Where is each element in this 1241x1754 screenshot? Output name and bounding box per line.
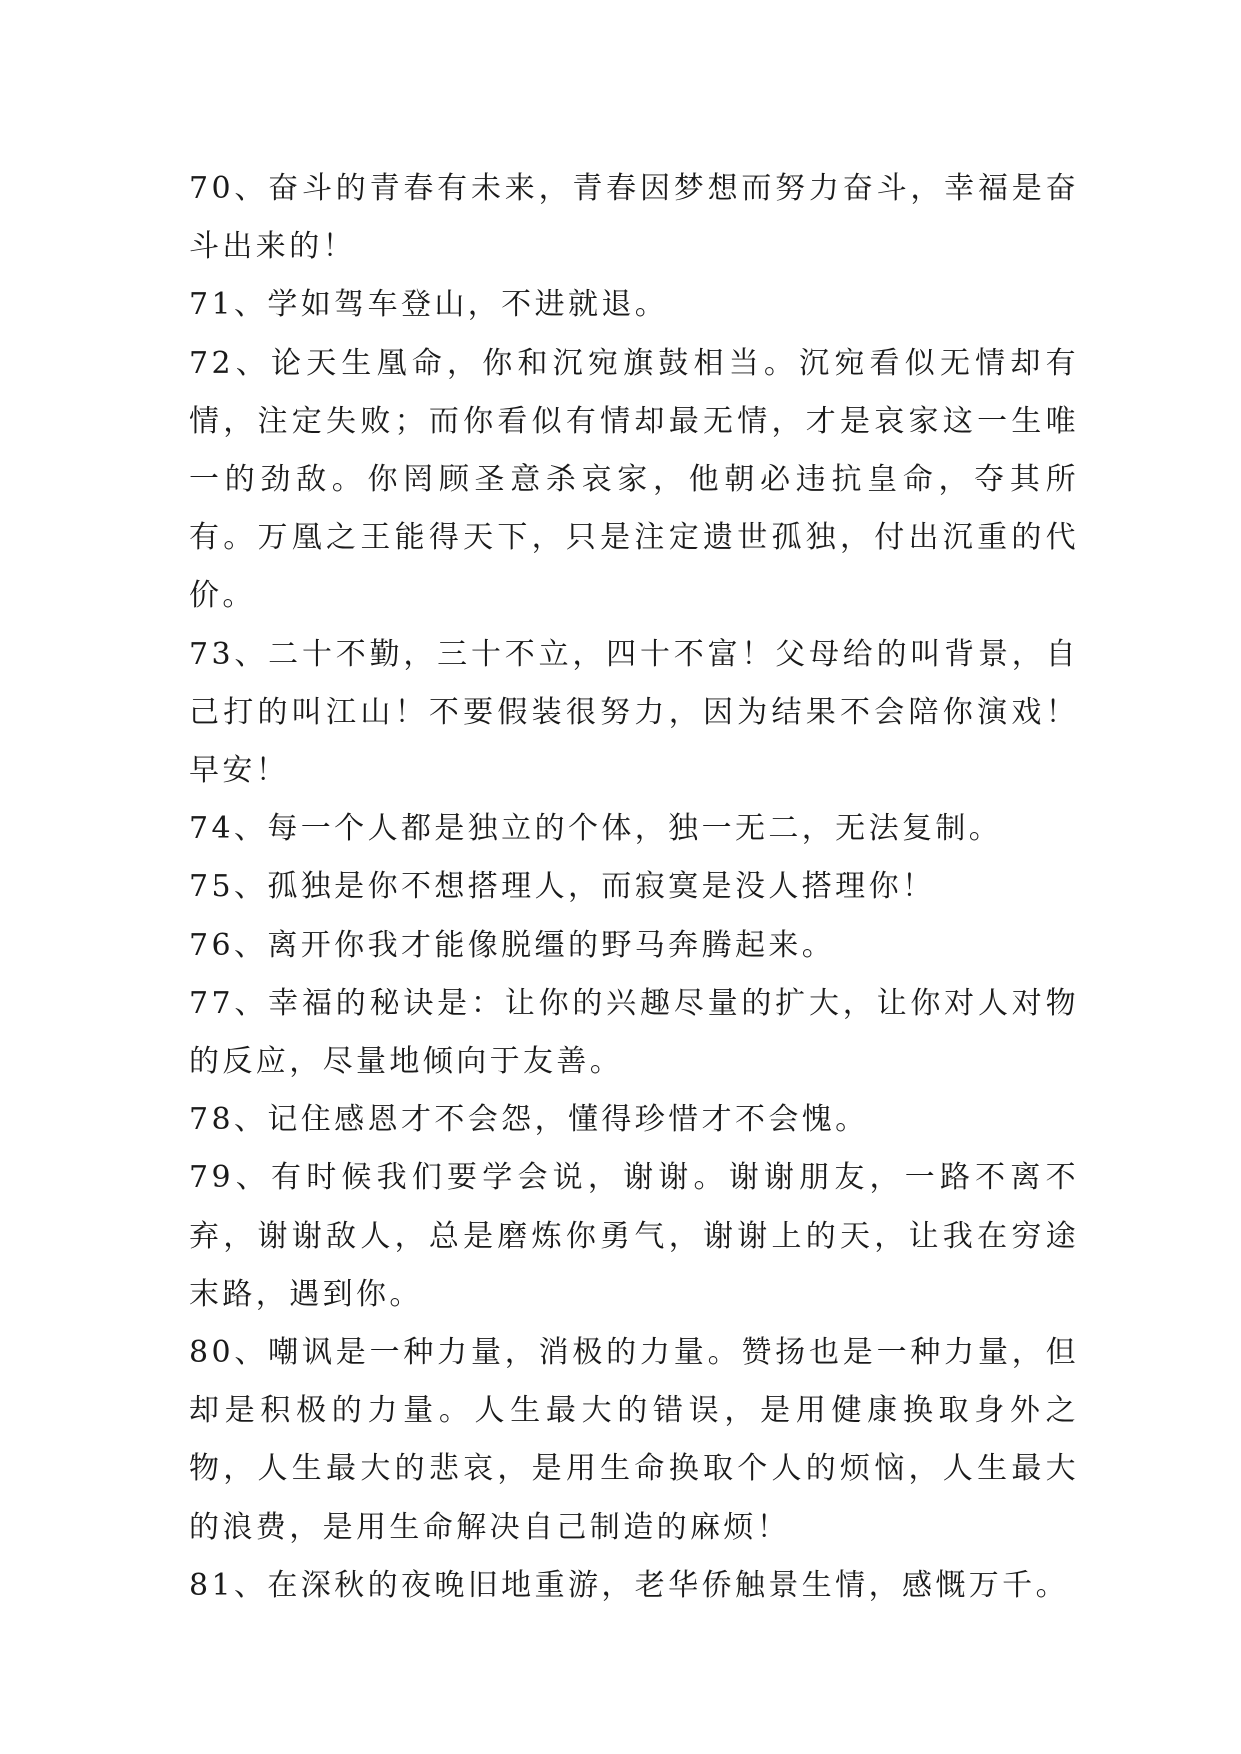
paragraph-80: 80、嘲讽是一种力量，消极的力量。赞扬也是一种力量，但却是积极的力量。人生最大的错误，是用健康换取身外之物，人生最大的悲哀，是用生命换取个人的烦恼，人生最大的浪费，是用生命解决自己制造的麻烦！ xyxy=(189,1335,1079,1545)
paragraph-74: 74、每一个人都是独立的个体，独一无二，无法复制。 xyxy=(189,811,1003,847)
paragraph-76: 76、离开你我才能像脱缰的野马奔腾起来。 xyxy=(189,927,836,963)
paragraph-71: 71、学如驾车登山，不进就退。 xyxy=(189,287,669,323)
document-body xyxy=(189,160,1079,1615)
paragraph-73: 73、二十不勤，三十不立，四十不富！父母给的叫背景，自己打的叫江山！不要假装很努力，因为结果不会陪你演戏！早安！ xyxy=(189,636,1079,789)
paragraph-81: 81、在深秋的夜晚旧地重游，老华侨触景生情，感慨万千。 xyxy=(189,1567,1069,1603)
paragraph-72: 72、论天生凰命，你和沉宛旗鼓相当。沉宛看似无情却有情，注定失败；而你看似有情却最无情，才是哀家这一生唯一的劲敌。你罔顾圣意杀哀家，他朝必违抗皇命，夺其所有。万凰之王能得天下，只是注定遗世孤独，付出沉重的代价。 xyxy=(189,345,1079,614)
paragraph-70: 70、奋斗的青春有未来，青春因梦想而努力奋斗，幸福是奋斗出来的！ xyxy=(189,171,1079,265)
paragraph-78: 78、记住感恩才不会怨，懂得珍惜才不会愧。 xyxy=(189,1102,869,1138)
paragraph-79: 79、有时候我们要学会说，谢谢。谢谢朋友，一路不离不弃，谢谢敌人，总是磨炼你勇气，谢谢上的天，让我在穷途末路，遇到你。 xyxy=(189,1160,1079,1312)
paragraph-77: 77、幸福的秘诀是：让你的兴趣尽量的扩大，让你对人对物的反应，尽量地倾向于友善。 xyxy=(189,985,1079,1080)
paragraph-75: 75、孤独是你不想搭理人，而寂寞是没人搭理你！ xyxy=(189,869,936,905)
